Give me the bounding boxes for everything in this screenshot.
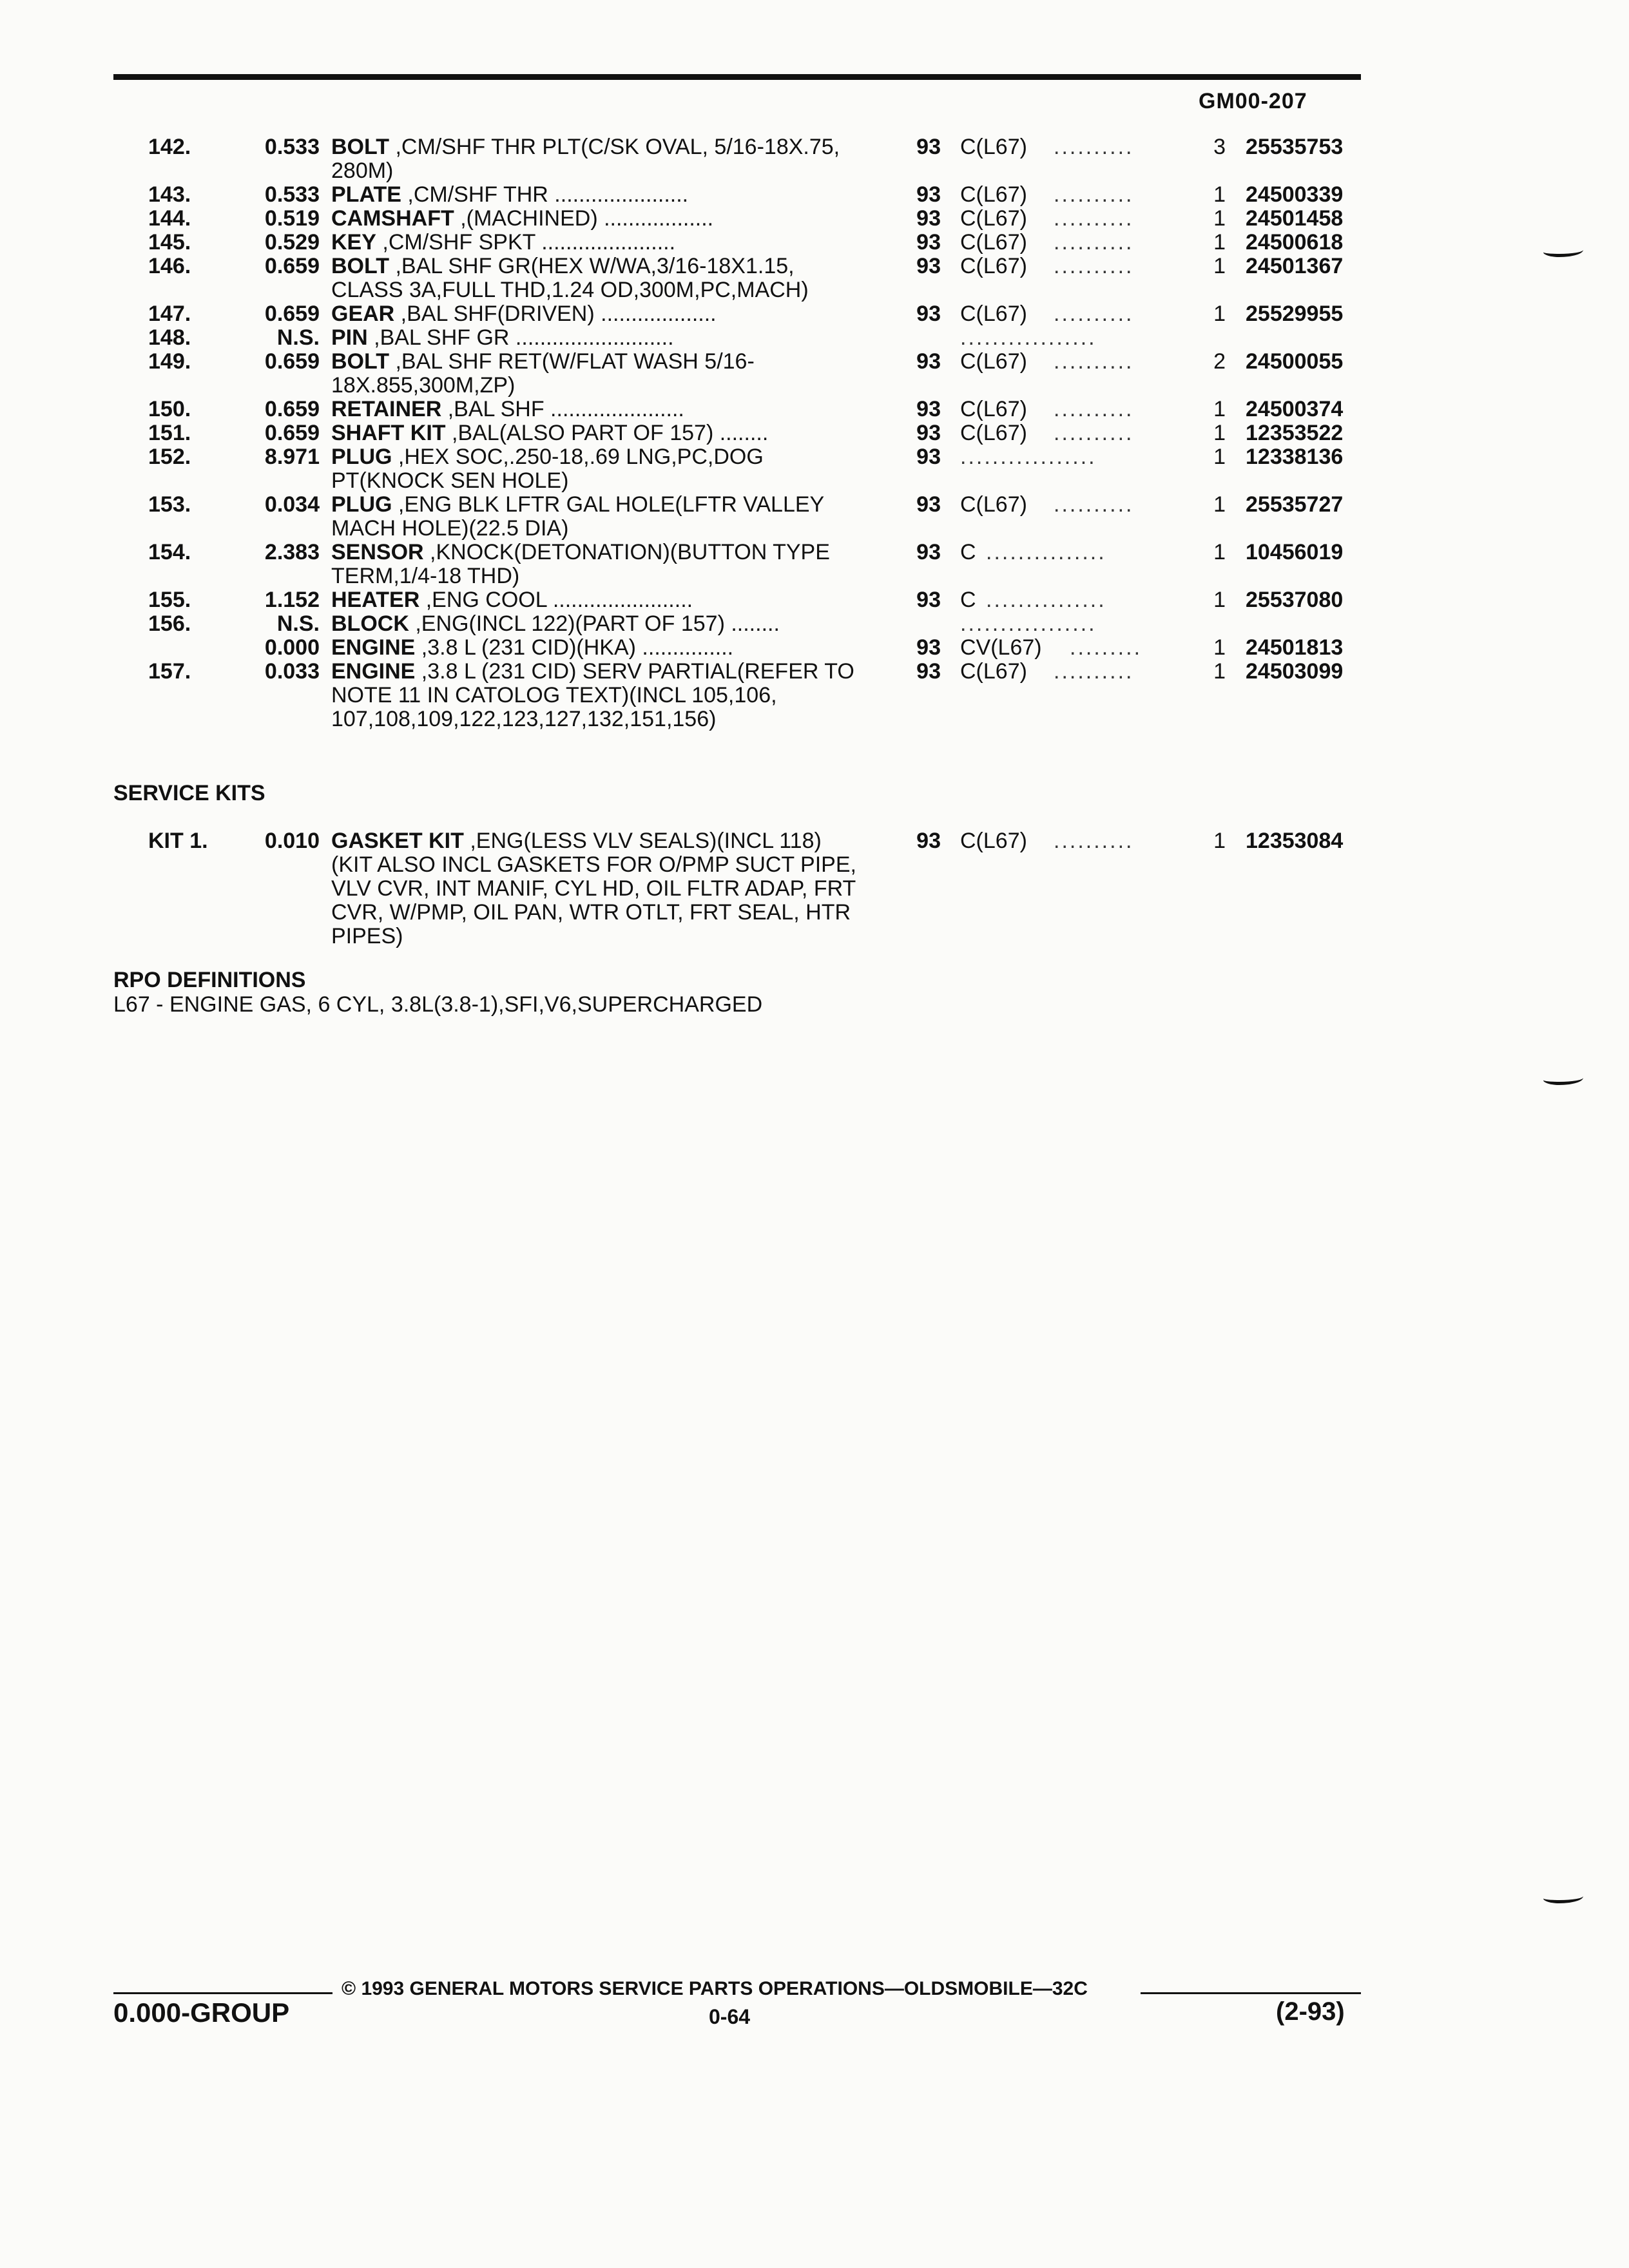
part-name: SENSOR [331,540,424,564]
year: 93 [916,540,941,564]
usage-code: C(L67) [960,135,1027,159]
usage-code: C(L67) [960,302,1027,326]
part-detail: ,ENG BLK LFTR GAL HOLE(LFTR VALLEY MACH HOLE)(22.5 DIA) [331,492,824,541]
item-number: 148. [148,325,191,350]
quantity: 0.659 [264,254,320,278]
count: 1 [1213,492,1226,517]
year: 93 [916,206,941,231]
part-detail: ,BAL SHF GR(HEX W/WA,3/16-18X1.15, CLASS 3A,FULL THD,1.24 OD,300M,PC,MACH) [331,254,809,302]
part-row [0,135,1629,183]
item-number: 149. [148,349,191,374]
part-detail: ,CM/SHF SPKT ...................... [376,230,676,255]
description [331,612,860,636]
year: 93 [916,445,941,469]
quantity: 0.659 [264,397,320,421]
item-number: KIT 1. [148,829,208,853]
part-name: PLATE [331,182,401,207]
part-row [0,207,1629,231]
year: 93 [916,254,941,278]
description [331,302,860,326]
item-number: 147. [148,302,191,326]
usage-code: C(L67) [960,206,1027,231]
usage-code: C(L67) [960,659,1027,684]
rpo-title: RPO DEFINITIONS [113,968,306,992]
quantity: 0.010 [264,829,320,853]
part-detail: ,ENG(LESS VLV SEALS)(INCL 118) (KIT ALSO INCL GASKETS FOR O/PMP SUCT PIPE, VLV CVR, INT MANIF, CYL HD, OIL FLTR ADAP, FRT CVR, W/PMP, OIL PAN, WTR OTLT, FRT SEAL, HTR PIPES) [331,829,856,948]
count: 1 [1213,302,1226,326]
item-number: 151. [148,421,191,445]
usage-code: C(L67) [960,349,1027,374]
part-row [0,636,1629,660]
part-number: 25535753 [1246,135,1344,159]
usage-code: C(L67) [960,230,1027,255]
parts-list [0,135,1629,731]
leader-dots: .......... [1054,255,1134,278]
part-number: 25535727 [1246,492,1344,517]
description [331,183,860,207]
leader-dots: .......... [1054,829,1134,853]
leader-dots: ................. [960,445,1097,469]
usage-code: C(L67) [960,829,1027,853]
part-number: 24501813 [1246,635,1344,660]
footer-rule-right [1141,1992,1361,1994]
part-name: SHAFT KIT [331,421,446,445]
binding-mark-3 [1543,1891,1583,1903]
count: 1 [1213,445,1226,469]
part-name: BOLT [331,349,390,374]
usage-code: C(L67) [960,421,1027,445]
item-number: 150. [148,397,191,421]
part-number: 25537080 [1246,588,1344,612]
count: 1 [1213,206,1226,231]
description [331,588,860,612]
part-row [0,183,1629,207]
leader-dots: .......... [1054,183,1134,207]
item-number: 156. [148,611,191,636]
part-number: 24501367 [1246,254,1344,278]
quantity: 0.659 [264,302,320,326]
footer-page-number: 0-64 [709,2005,751,2028]
quantity: 1.152 [264,588,320,612]
part-detail: ,BAL SHF RET(W/FLAT WASH 5/16-18X.855,300M,ZP) [331,349,755,398]
quantity: 0.659 [264,349,320,374]
year: 93 [916,302,941,326]
part-row [0,588,1629,612]
part-row [0,326,1629,350]
leader-dots: ............... [986,541,1106,564]
part-number: 24500374 [1246,397,1344,421]
binding-mark-2 [1543,1073,1583,1085]
quantity: 0.519 [264,206,320,231]
part-name: RETAINER [331,397,442,421]
quantity: 0.659 [264,421,320,445]
description [331,421,860,445]
description [331,445,860,493]
part-name: PIN [331,325,368,350]
usage-code: C(L67) [960,182,1027,207]
part-row [0,255,1629,302]
part-row [0,493,1629,541]
count: 1 [1213,659,1226,684]
description [331,829,860,948]
service-kits-list [0,829,1629,948]
year: 93 [916,397,941,421]
part-detail: ,ENG(INCL 122)(PART OF 157) ........ [409,611,780,636]
footer-group: 0.000-GROUP [113,1997,290,2028]
leader-dots: .......... [1054,493,1134,517]
description [331,326,860,350]
part-number: 24503099 [1246,659,1344,684]
leader-dots: .......... [1054,350,1134,374]
count: 1 [1213,397,1226,421]
item-number: 142. [148,135,191,159]
part-detail: ,BAL SHF GR .......................... [367,325,674,350]
description [331,231,860,255]
part-number: 12353522 [1246,421,1344,445]
count: 1 [1213,230,1226,255]
leader-dots: ................. [960,612,1097,636]
leader-dots: .......... [1054,135,1134,159]
usage-code: C [960,540,976,564]
description [331,660,860,731]
part-row [0,421,1629,445]
part-name: GEAR [331,302,395,326]
part-number: 24501458 [1246,206,1344,231]
part-name: BOLT [331,135,390,159]
quantity: 0.533 [264,182,320,207]
part-number: 24500339 [1246,182,1344,207]
year: 93 [916,829,941,853]
item-number: 157. [148,659,191,684]
count: 3 [1213,135,1226,159]
part-name: GASKET KIT [331,829,464,853]
part-detail: ,CM/SHF THR ...................... [401,182,689,207]
part-name: ENGINE [331,635,416,660]
quantity: 8.971 [264,445,320,469]
part-detail: ,BAL(ALSO PART OF 157) ........ [445,421,769,445]
item-number: 144. [148,206,191,231]
part-number: 24500618 [1246,230,1344,255]
part-detail: ,(MACHINED) .................. [454,206,714,231]
count: 2 [1213,349,1226,374]
year: 93 [916,135,941,159]
part-detail: ,KNOCK(DETONATION)(BUTTON TYPE TERM,1/4-18 THD) [331,540,830,588]
part-detail: ,3.8 L (231 CID) SERV PARTIAL(REFER TO NOTE 11 IN CATOLOG TEXT)(INCL 105,106, 107,108,109,122,123,127,132,151,156) [331,659,854,731]
usage-code: CV(L67) [960,635,1042,660]
footer-copyright: © 1993 GENERAL MOTORS SERVICE PARTS OPERATIONS—OLDSMOBILE—32C [342,1978,1088,1999]
description [331,350,860,398]
description [331,135,860,183]
footer-rule-left [113,1992,333,1994]
year: 93 [916,230,941,255]
count: 1 [1213,421,1226,445]
count: 1 [1213,254,1226,278]
year: 93 [916,635,941,660]
usage-code: C [960,588,976,612]
count: 1 [1213,588,1226,612]
item-number: 152. [148,445,191,469]
description [331,255,860,302]
part-row [0,829,1629,948]
year: 93 [916,588,941,612]
description [331,636,860,660]
leader-dots: .......... [1054,302,1134,326]
part-detail: ,BAL SHF(DRIVEN) ................... [394,302,717,326]
part-row [0,231,1629,255]
part-name: BOLT [331,254,390,278]
quantity: 0.000 [264,635,320,660]
count: 1 [1213,829,1226,853]
quantity: 0.533 [264,135,320,159]
part-name: BLOCK [331,611,409,636]
part-number: 12338136 [1246,445,1344,469]
quantity: 0.034 [264,492,320,517]
item-number: 143. [148,182,191,207]
leader-dots: .......... [1054,398,1134,421]
part-name: PLUG [331,492,392,517]
item-number: 153. [148,492,191,517]
item-number: 154. [148,540,191,564]
leader-dots: .......... [1054,231,1134,255]
part-name: CAMSHAFT [331,206,454,231]
leader-dots: .......... [1054,421,1134,445]
service-kits-title: SERVICE KITS [113,781,265,805]
year: 93 [916,659,941,684]
top-rule [113,74,1361,80]
description [331,541,860,588]
leader-dots: ............... [986,588,1106,612]
quantity: 0.529 [264,230,320,255]
count: 1 [1213,182,1226,207]
part-detail: ,3.8 L (231 CID)(HKA) ............... [415,635,734,660]
footer-date: (2-93) [1276,1997,1345,2026]
rpo-definition: L67 - ENGINE GAS, 6 CYL, 3.8L(3.8-1),SFI,V6,SUPERCHARGED [113,992,763,1017]
quantity: N.S. [276,325,320,350]
part-detail: ,HEX SOC,.250-18,.69 LNG,PC,DOG PT(KNOCK SEN HOLE) [331,445,764,493]
description [331,207,860,231]
part-row [0,541,1629,588]
part-number: 24500055 [1246,349,1344,374]
description [331,493,860,541]
part-detail: ,CM/SHF THR PLT(C/SK OVAL, 5/16-18X.75, 280M) [331,135,840,183]
part-name: PLUG [331,445,392,469]
part-number: 25529955 [1246,302,1344,326]
leader-dots: .......... [1054,660,1134,684]
quantity: 2.383 [264,540,320,564]
quantity: 0.033 [264,659,320,684]
part-row [0,445,1629,493]
part-number: 10456019 [1246,540,1344,564]
part-name: KEY [331,230,376,255]
usage-code: C(L67) [960,397,1027,421]
part-row [0,350,1629,398]
year: 93 [916,349,941,374]
usage-code: C(L67) [960,492,1027,517]
count: 1 [1213,635,1226,660]
part-row [0,612,1629,636]
part-number: 12353084 [1246,829,1344,853]
page-id: GM00-207 [1199,89,1307,113]
part-detail: ,BAL SHF ...................... [441,397,684,421]
count: 1 [1213,540,1226,564]
year: 93 [916,421,941,445]
part-name: HEATER [331,588,420,612]
year: 93 [916,182,941,207]
leader-dots: ................. [960,326,1097,350]
part-detail: ,ENG COOL ....................... [419,588,693,612]
part-row [0,302,1629,326]
usage-code: C(L67) [960,254,1027,278]
part-name: ENGINE [331,659,416,684]
item-number: 145. [148,230,191,255]
part-row [0,660,1629,731]
item-number: 146. [148,254,191,278]
year: 93 [916,492,941,517]
item-number: 155. [148,588,191,612]
leader-dots: .......... [1054,207,1134,231]
leader-dots: ......... [1070,636,1142,660]
description [331,398,860,421]
part-row [0,398,1629,421]
quantity: N.S. [276,611,320,636]
